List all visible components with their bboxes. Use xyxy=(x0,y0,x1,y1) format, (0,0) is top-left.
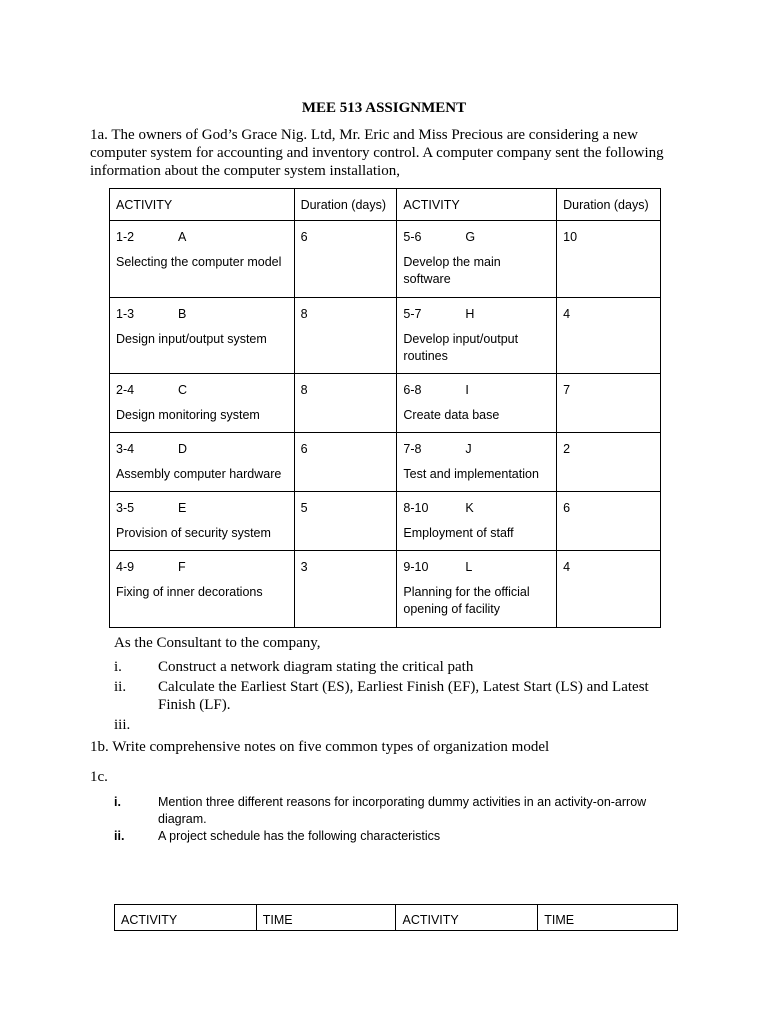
activity-code: 7-8 xyxy=(403,442,422,456)
table-header-row xyxy=(115,905,678,931)
table-row xyxy=(110,551,661,628)
duration-cell: 4 xyxy=(557,551,661,628)
activity-code: 1-2 xyxy=(116,230,135,244)
question-1b: 1b. Write comprehensive notes on five common types of organization model xyxy=(90,739,550,755)
activity-duration-table xyxy=(109,188,661,628)
table-header-row xyxy=(110,189,661,221)
list-text: Calculate the Earliest Start (ES), Earliest Finish (EF), Latest Start (LS) and Latest Finish (LF). xyxy=(158,679,649,713)
subtask-list xyxy=(114,794,674,845)
activity-cell xyxy=(110,221,295,298)
activity-cell xyxy=(397,492,557,551)
activity-description: Develop input/output routines xyxy=(403,332,519,363)
question-1c: 1c. xyxy=(90,769,108,785)
activity-letter: J xyxy=(465,442,472,456)
list-number: ii. xyxy=(114,679,127,695)
activity-description: Test and implementation xyxy=(403,467,539,481)
header-activity: ACTIVITY xyxy=(397,189,557,221)
activity-description: Create data base xyxy=(403,408,500,422)
list-text: Mention three different reasons for incorporating dummy activities in an activity-on-arrow diagram. xyxy=(158,795,647,826)
activity-code: 1-3 xyxy=(116,307,135,321)
activity-cell xyxy=(397,374,557,433)
list-item xyxy=(114,716,674,734)
activity-letter: K xyxy=(465,501,474,515)
list-number: iii. xyxy=(114,717,131,733)
activity-cell xyxy=(397,298,557,374)
duration-cell: 8 xyxy=(294,298,397,374)
activity-letter: F xyxy=(178,560,186,574)
page-title: MEE 513 ASSIGNMENT xyxy=(301,100,467,116)
list-item xyxy=(114,828,674,845)
duration-cell: 5 xyxy=(294,492,397,551)
header-time: TIME xyxy=(538,905,678,931)
list-number: i. xyxy=(114,795,121,809)
activity-description: Planning for the official opening of facility xyxy=(403,585,530,616)
question-1a-intro: 1a. The owners of God’s Grace Nig. Ltd, Mr. Eric and Miss Precious are considering a new computer system for accounting and inventory control. A computer company sent the following information about the computer system installation, xyxy=(90,127,664,179)
activity-code: 5-6 xyxy=(403,230,422,244)
header-activity: ACTIVITY xyxy=(115,905,257,931)
activity-cell xyxy=(397,551,557,628)
activity-cell xyxy=(110,551,295,628)
list-text: Construct a network diagram stating the critical path xyxy=(158,659,474,675)
table-row xyxy=(110,492,661,551)
duration-cell: 6 xyxy=(294,221,397,298)
list-number: i. xyxy=(114,659,122,675)
activity-code: 3-4 xyxy=(116,442,135,456)
activity-code: 9-10 xyxy=(403,560,429,574)
header-activity: ACTIVITY xyxy=(110,189,295,221)
consultant-prompt: As the Consultant to the company, xyxy=(114,635,321,651)
activity-letter: I xyxy=(465,383,469,397)
activity-letter: E xyxy=(178,501,187,515)
activity-letter: G xyxy=(465,230,476,244)
activity-cell xyxy=(397,433,557,492)
activity-time-table xyxy=(114,904,678,931)
activity-letter: B xyxy=(178,307,187,321)
activity-description: Provision of security system xyxy=(116,526,271,540)
activity-description: Design input/output system xyxy=(116,332,267,346)
activity-letter: H xyxy=(465,307,475,321)
activity-code: 3-5 xyxy=(116,501,135,515)
list-item xyxy=(114,658,674,676)
duration-cell: 6 xyxy=(557,492,661,551)
duration-cell: 2 xyxy=(557,433,661,492)
duration-cell: 10 xyxy=(557,221,661,298)
task-list xyxy=(114,658,674,736)
activity-letter: A xyxy=(178,230,187,244)
header-duration: Duration (days) xyxy=(557,189,661,221)
activity-cell xyxy=(397,221,557,298)
activity-description: Develop the main software xyxy=(403,255,501,286)
activity-description: Assembly computer hardware xyxy=(116,467,282,481)
header-activity: ACTIVITY xyxy=(396,905,538,931)
list-item xyxy=(114,794,674,828)
activity-description: Selecting the computer model xyxy=(116,255,282,269)
table-row xyxy=(110,298,661,374)
activity-code: 2-4 xyxy=(116,383,135,397)
header-time: TIME xyxy=(256,905,396,931)
list-number: ii. xyxy=(114,829,125,843)
activity-description: Fixing of inner decorations xyxy=(116,585,263,599)
list-text: A project schedule has the following characteristics xyxy=(158,829,441,843)
list-item xyxy=(114,678,674,714)
table-row xyxy=(110,221,661,298)
activity-cell xyxy=(110,433,295,492)
activity-cell xyxy=(110,298,295,374)
table-row xyxy=(110,433,661,492)
activity-cell xyxy=(110,492,295,551)
duration-cell: 3 xyxy=(294,551,397,628)
activity-letter: C xyxy=(178,383,188,397)
duration-cell: 7 xyxy=(557,374,661,433)
activity-letter: L xyxy=(465,560,473,574)
activity-cell xyxy=(110,374,295,433)
activity-description: Employment of staff xyxy=(403,526,514,540)
activity-code: 4-9 xyxy=(116,560,135,574)
duration-cell: 6 xyxy=(294,433,397,492)
duration-cell: 8 xyxy=(294,374,397,433)
table-row xyxy=(110,374,661,433)
activity-description: Design monitoring system xyxy=(116,408,260,422)
activity-code: 8-10 xyxy=(403,501,429,515)
duration-cell: 4 xyxy=(557,298,661,374)
activity-letter: D xyxy=(178,442,188,456)
activity-code: 5-7 xyxy=(403,307,422,321)
header-duration: Duration (days) xyxy=(294,189,397,221)
activity-code: 6-8 xyxy=(403,383,422,397)
